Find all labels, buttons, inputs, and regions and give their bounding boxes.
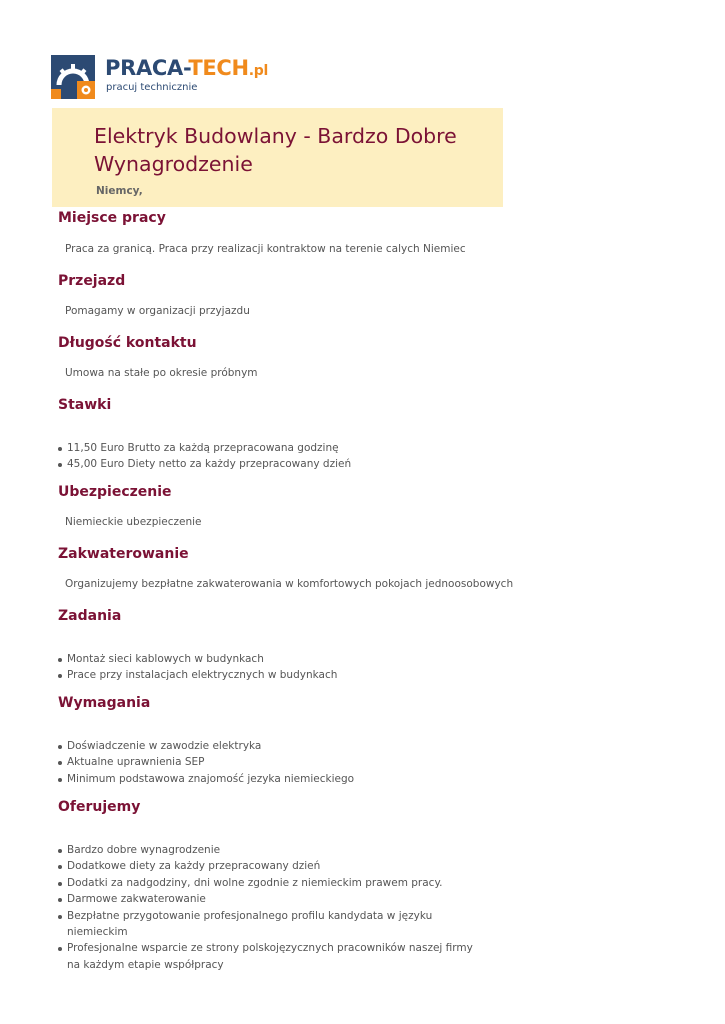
- list-item-text: Doświadczenie w zawodzie elektryka: [67, 740, 262, 752]
- bullet-icon: [58, 761, 62, 765]
- list-zadania: [58, 651, 488, 684]
- list-item: [58, 651, 488, 667]
- list-item: [58, 858, 488, 874]
- list-item: [58, 940, 488, 973]
- bullet-icon: [58, 447, 62, 451]
- bullet-icon: [58, 882, 62, 886]
- list-item-text: Prace przy instalacjach elektrycznych w budynkach: [67, 669, 338, 682]
- section-heading-oferujemy: Oferujemy: [58, 799, 141, 815]
- job-location: Niemcy,: [96, 185, 143, 197]
- bullet-icon: [58, 674, 62, 678]
- section-text-zakwaterowanie: Organizujemy bezpłatne zakwaterowania w komfortowych pokojach jednoosobowych: [65, 578, 514, 590]
- list-item-text: Minimum podstawowa znajomość jezyka niemieckiego: [67, 772, 355, 785]
- gear-logo-icon: [51, 55, 95, 99]
- section-text-dlugosc-kontaktu: Umowa na stałe po okresie próbnym: [65, 367, 258, 379]
- logo-brand: [105, 55, 268, 84]
- list-item-text: Darmowe zakwaterowanie: [67, 893, 206, 906]
- section-heading-zadania: Zadania: [58, 608, 122, 624]
- list-item-text: Montaż sieci kablowych w budynkach: [67, 653, 264, 665]
- list-item: [58, 891, 488, 907]
- list-item-text: Profesjonalne wsparcie ze strony polskojęzycznych pracowników naszej firmy na każdym etapie współpracy: [67, 942, 473, 971]
- list-item-text: Bezpłatne przygotowanie profesjonalnego profilu kandydata w języku niemieckim: [67, 909, 433, 939]
- section-text-ubezpieczenie: Niemieckie ubezpieczenie: [65, 516, 202, 528]
- section-heading-ubezpieczenie: Ubezpieczenie: [58, 484, 172, 500]
- section-heading-wymagania: Wymagania: [58, 695, 151, 711]
- list-item: [58, 667, 488, 683]
- section-heading-stawki: Stawki: [58, 397, 112, 413]
- list-item: [58, 842, 488, 858]
- list-item-text: Dodatki za nadgodziny, dni wolne zgodnie z niemieckim prawem pracy.: [67, 876, 443, 889]
- logo-brand-part3: .pl: [248, 63, 269, 79]
- list-wymagania: [58, 738, 488, 787]
- job-header: [52, 108, 503, 207]
- section-heading-dlugosc-kontaktu: Długość kontaktu: [58, 335, 197, 351]
- list-item: [58, 771, 488, 787]
- list-item-text: Dodatkowe diety za każdy przepracowany dzień: [67, 860, 321, 873]
- list-stawki: [58, 440, 488, 473]
- section-text-przejazd: Pomagamy w organizacji przyjazdu: [65, 305, 250, 317]
- logo-tagline: pracuj technicznie: [106, 82, 198, 93]
- list-item: [58, 456, 488, 472]
- bullet-icon: [58, 898, 62, 902]
- list-item: [58, 908, 488, 941]
- bullet-icon: [58, 745, 62, 749]
- logo-brand-part1: PRACA-: [105, 56, 189, 80]
- bullet-icon: [58, 947, 62, 951]
- job-title: Elektryk Budowlany - Bardzo Dobre Wynagrodzenie: [94, 124, 457, 176]
- section-text-miejsce-pracy: Praca za granicą. Praca przy realizacji kontraktow na terenie calych Niemiec: [65, 243, 466, 255]
- list-oferujemy: [58, 842, 488, 973]
- logo: [51, 53, 269, 99]
- bullet-icon: [58, 915, 62, 919]
- bullet-icon: [58, 778, 62, 782]
- section-heading-przejazd: Przejazd: [58, 273, 126, 289]
- list-item: [58, 875, 488, 891]
- bullet-icon: [58, 658, 62, 662]
- logo-brand-part2: TECH: [188, 56, 249, 80]
- list-item-text: 45,00 Euro Diety netto za każdy przepracowany dzień: [67, 458, 352, 471]
- list-item-text: 11,50 Euro Brutto za każdą przepracowana godzinę: [67, 442, 339, 454]
- section-heading-zakwaterowanie: Zakwaterowanie: [58, 546, 189, 562]
- bullet-icon: [58, 865, 62, 869]
- section-heading-miejsce-pracy: Miejsce pracy: [58, 210, 166, 226]
- list-item: [58, 738, 488, 754]
- list-item-text: Bardzo dobre wynagrodzenie: [67, 844, 221, 856]
- bullet-icon: [58, 463, 62, 467]
- bullet-icon: [58, 849, 62, 853]
- list-item-text: Aktualne uprawnienia SEP: [67, 756, 205, 769]
- list-item: [58, 440, 488, 456]
- list-item: [58, 754, 488, 770]
